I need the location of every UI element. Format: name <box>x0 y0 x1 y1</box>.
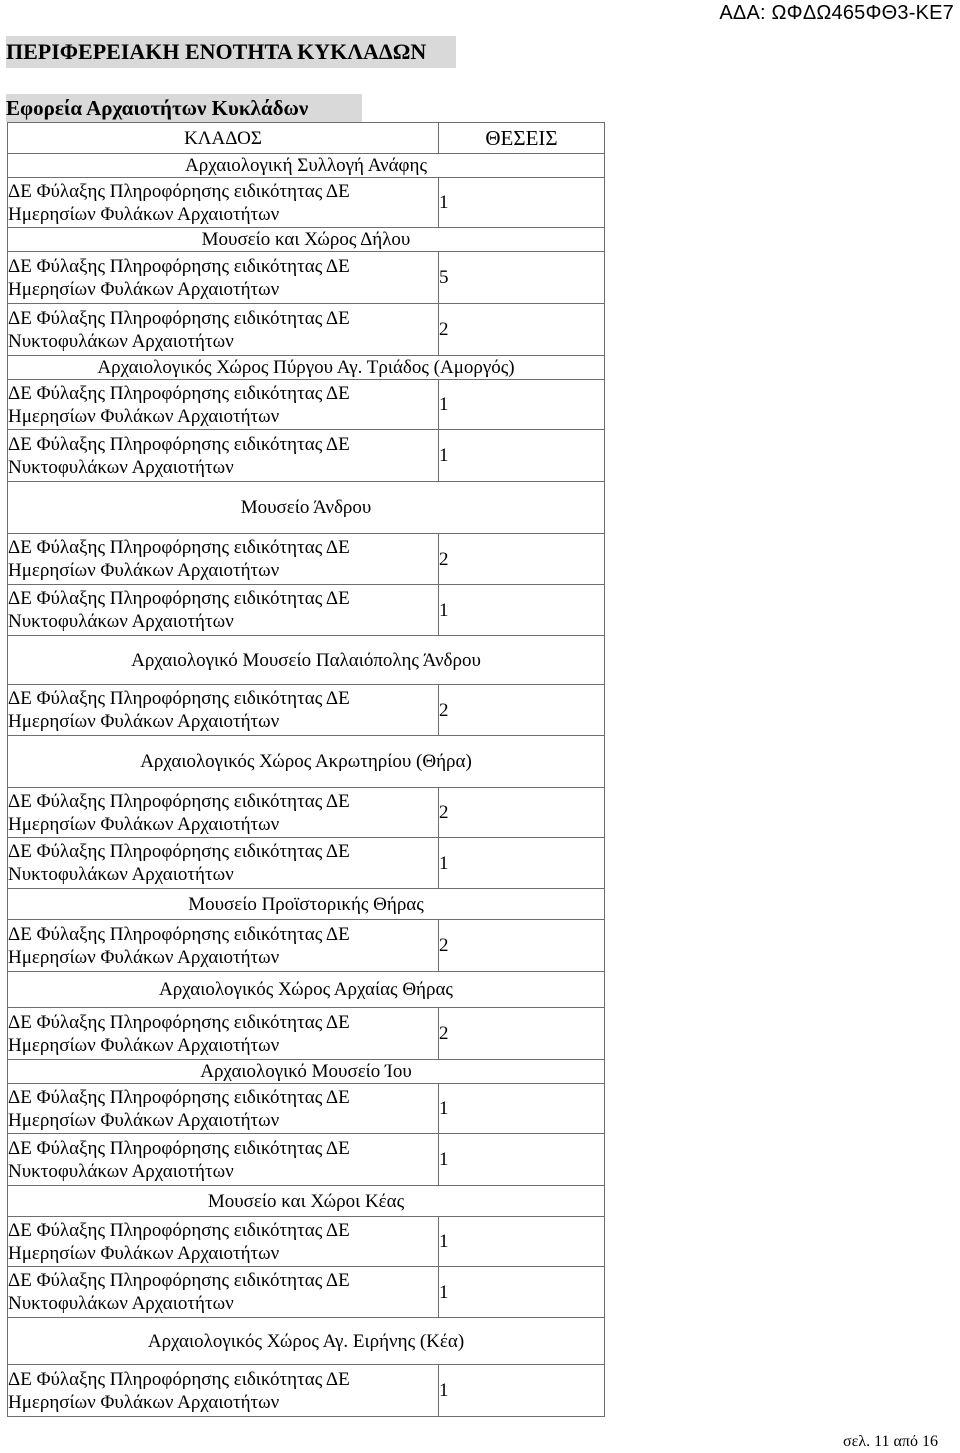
position-cell: ΔΕ Φύλαξης Πληροφόρησης ειδικότητας ΔΕ Ημερησίων Φυλάκων Αρχαιοτήτων <box>8 252 439 304</box>
table-row <box>8 585 605 636</box>
location-row <box>8 154 605 178</box>
location-row <box>8 1186 605 1217</box>
location-name: Μουσείο Άνδρου <box>8 482 605 534</box>
location-name: Αρχαιολογικός Χώρος Ακρωτηρίου (Θήρα) <box>8 736 605 788</box>
position-cell: ΔΕ Φύλαξης Πληροφόρησης ειδικότητας ΔΕ Ημερησίων Φυλάκων Αρχαιοτήτων <box>8 685 439 736</box>
location-row <box>8 736 605 788</box>
count-cell: 1 <box>439 1084 605 1134</box>
position-cell: ΔΕ Φύλαξης Πληροφόρησης ειδικότητας ΔΕ Νυκτοφυλάκων Αρχαιοτήτων <box>8 1267 439 1318</box>
ephorate-title: Εφορεία Αρχαιοτήτων Κυκλάδων <box>6 94 362 122</box>
count-cell: 2 <box>439 920 605 972</box>
count-cell: 2 <box>439 1008 605 1060</box>
count-cell: 5 <box>439 252 605 304</box>
table-header-row <box>8 123 605 154</box>
count-cell: 1 <box>439 430 605 482</box>
count-cell: 1 <box>439 380 605 430</box>
count-cell: 1 <box>439 838 605 889</box>
page-number: σελ. 11 από 16 <box>843 1433 938 1450</box>
table-row <box>8 304 605 356</box>
table-row <box>8 1084 605 1134</box>
table-row <box>8 1365 605 1417</box>
location-name: Αρχαιολογικός Χώρος Πύργου Αγ. Τριάδος (Αμοργός) <box>8 356 605 380</box>
position-cell: ΔΕ Φύλαξης Πληροφόρησης ειδικότητας ΔΕ Ημερησίων Φυλάκων Αρχαιοτήτων <box>8 1217 439 1267</box>
position-cell: ΔΕ Φύλαξης Πληροφόρησης ειδικότητας ΔΕ Ημερησίων Φυλάκων Αρχαιοτήτων <box>8 920 439 972</box>
table-row <box>8 1008 605 1060</box>
positions-table <box>7 122 605 1417</box>
location-name: Αρχαιολογικό Μουσείο Παλαιόπολης Άνδρου <box>8 636 605 685</box>
column-header-branch: ΚΛΑΔΟΣ <box>8 123 439 154</box>
position-cell: ΔΕ Φύλαξης Πληροφόρησης ειδικότητας ΔΕ Ημερησίων Φυλάκων Αρχαιοτήτων <box>8 1008 439 1060</box>
location-name: Αρχαιολογικός Χώρος Αγ. Ειρήνης (Κέα) <box>8 1318 605 1365</box>
table-row <box>8 685 605 736</box>
count-cell: 2 <box>439 304 605 356</box>
position-cell: ΔΕ Φύλαξης Πληροφόρησης ειδικότητας ΔΕ Ημερησίων Φυλάκων Αρχαιοτήτων <box>8 1365 439 1417</box>
position-cell: ΔΕ Φύλαξης Πληροφόρησης ειδικότητας ΔΕ Ημερησίων Φυλάκων Αρχαιοτήτων <box>8 380 439 430</box>
position-cell: ΔΕ Φύλαξης Πληροφόρησης ειδικότητας ΔΕ Νυκτοφυλάκων Αρχαιοτήτων <box>8 430 439 482</box>
location-name: Μουσείο Προϊστορικής Θήρας <box>8 889 605 920</box>
location-name: Αρχαιολογικός Χώρος Αρχαίας Θήρας <box>8 972 605 1008</box>
location-row <box>8 889 605 920</box>
location-row <box>8 1060 605 1084</box>
position-cell: ΔΕ Φύλαξης Πληροφόρησης ειδικότητας ΔΕ Νυκτοφυλάκων Αρχαιοτήτων <box>8 585 439 636</box>
position-cell: ΔΕ Φύλαξης Πληροφόρησης ειδικότητας ΔΕ Ημερησίων Φυλάκων Αρχαιοτήτων <box>8 1084 439 1134</box>
table-row <box>8 178 605 228</box>
location-row <box>8 356 605 380</box>
table-row <box>8 1267 605 1318</box>
location-row <box>8 228 605 252</box>
count-cell: 2 <box>439 534 605 585</box>
location-row <box>8 972 605 1008</box>
location-name: Αρχαιολογικό Μουσείο Ίου <box>8 1060 605 1084</box>
table-row <box>8 1134 605 1186</box>
location-name: Μουσείο και Χώροι Κέας <box>8 1186 605 1217</box>
position-cell: ΔΕ Φύλαξης Πληροφόρησης ειδικότητας ΔΕ Ημερησίων Φυλάκων Αρχαιοτήτων <box>8 788 439 838</box>
count-cell: 1 <box>439 585 605 636</box>
position-cell: ΔΕ Φύλαξης Πληροφόρησης ειδικότητας ΔΕ Ημερησίων Φυλάκων Αρχαιοτήτων <box>8 534 439 585</box>
count-cell: 1 <box>439 1134 605 1186</box>
table-row <box>8 920 605 972</box>
table-row <box>8 838 605 889</box>
position-cell: ΔΕ Φύλαξης Πληροφόρησης ειδικότητας ΔΕ Νυκτοφυλάκων Αρχαιοτήτων <box>8 304 439 356</box>
table-row <box>8 380 605 430</box>
location-name: Αρχαιολογική Συλλογή Ανάφης <box>8 154 605 178</box>
position-cell: ΔΕ Φύλαξης Πληροφόρησης ειδικότητας ΔΕ Ημερησίων Φυλάκων Αρχαιοτήτων <box>8 178 439 228</box>
position-cell: ΔΕ Φύλαξης Πληροφόρησης ειδικότητας ΔΕ Νυκτοφυλάκων Αρχαιοτήτων <box>8 838 439 889</box>
location-name: Μουσείο και Χώρος Δήλου <box>8 228 605 252</box>
table-row <box>8 1217 605 1267</box>
table-row <box>8 534 605 585</box>
position-cell: ΔΕ Φύλαξης Πληροφόρησης ειδικότητας ΔΕ Νυκτοφυλάκων Αρχαιοτήτων <box>8 1134 439 1186</box>
count-cell: 2 <box>439 788 605 838</box>
location-row <box>8 1318 605 1365</box>
count-cell: 1 <box>439 1217 605 1267</box>
column-header-positions: ΘΕΣΕΙΣ <box>439 123 605 154</box>
table-row <box>8 788 605 838</box>
document-code: ΑΔΑ: ΩΦΔΩ465ΦΘ3-ΚΕ7 <box>719 2 954 24</box>
table-row <box>8 430 605 482</box>
count-cell: 1 <box>439 1365 605 1417</box>
count-cell: 1 <box>439 1267 605 1318</box>
location-row <box>8 636 605 685</box>
location-row <box>8 482 605 534</box>
table-row <box>8 252 605 304</box>
region-title: ΠΕΡΙΦΕΡΕΙΑΚΗ ΕΝΟΤΗΤΑ ΚΥΚΛΑΔΩΝ <box>6 36 456 68</box>
count-cell: 2 <box>439 685 605 736</box>
count-cell: 1 <box>439 178 605 228</box>
